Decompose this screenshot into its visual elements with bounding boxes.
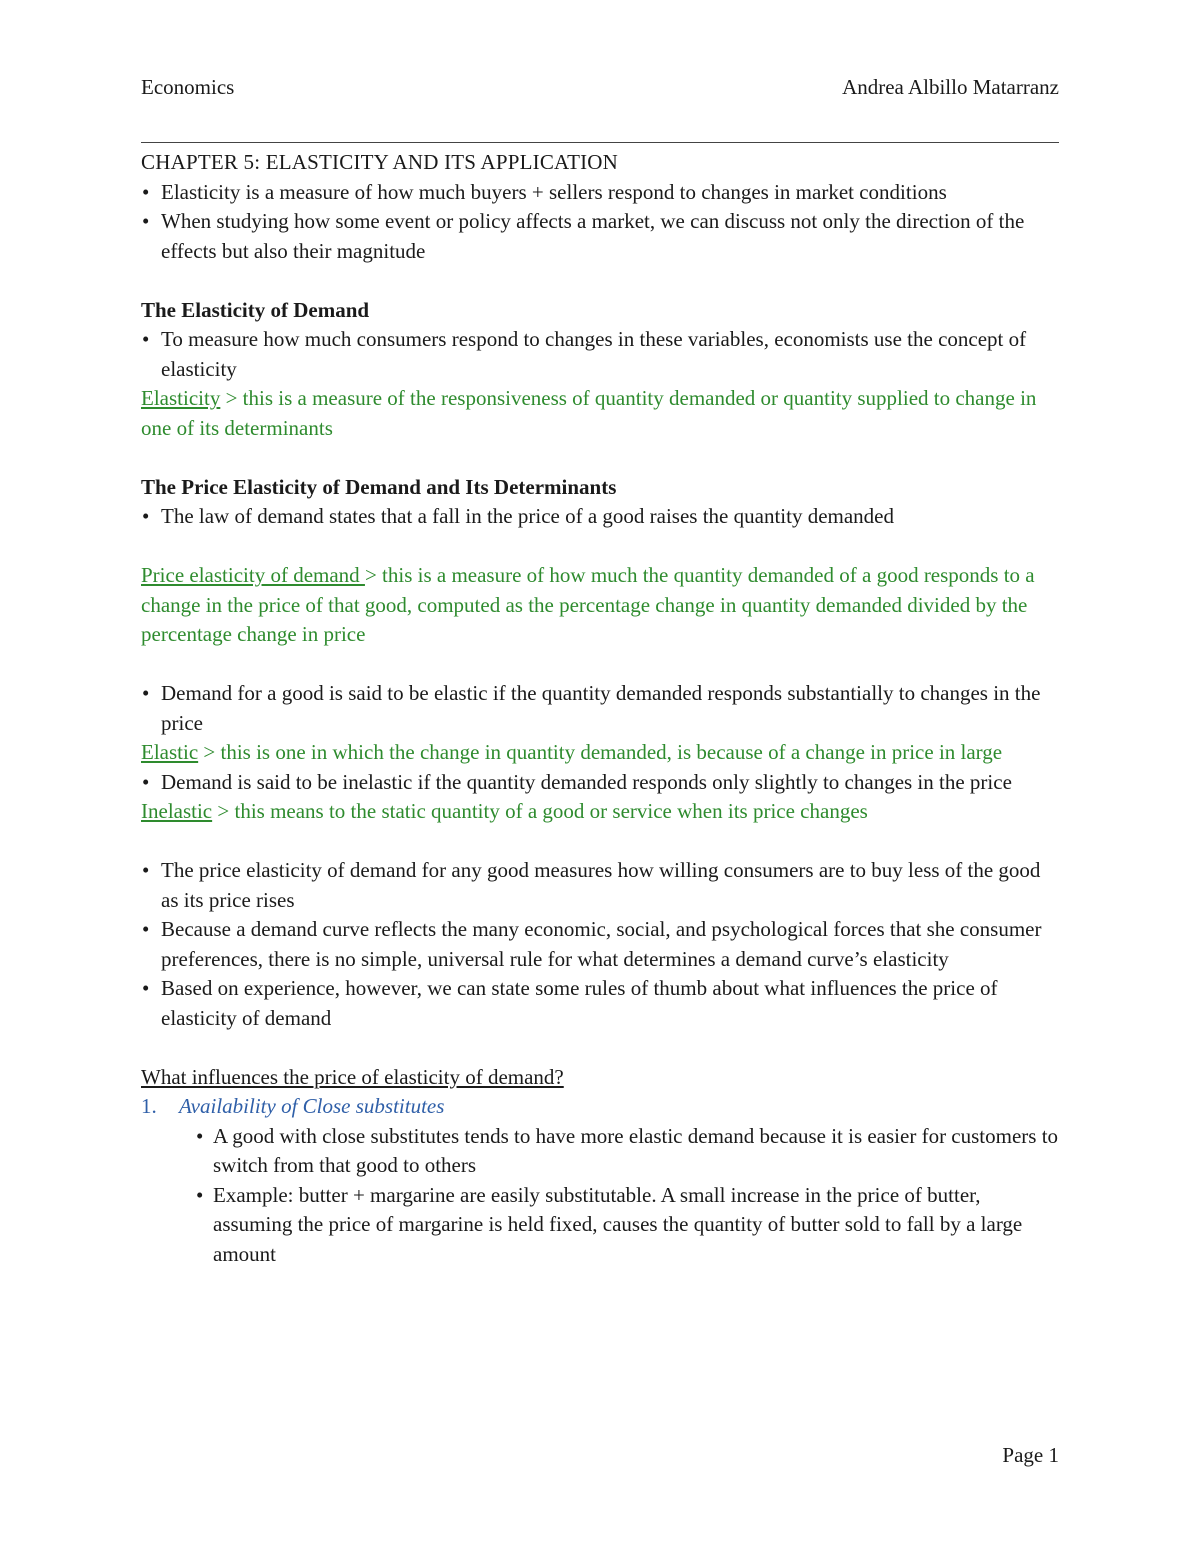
bullet-icon: •: [142, 769, 150, 794]
bullet-icon: •: [142, 327, 150, 351]
bullet-icon: •: [142, 209, 150, 233]
section-heading-elasticity-of-demand: The Elasticity of Demand: [141, 297, 370, 322]
elastic-bullet: • Demand for a good is said to be elastic if the quantity demanded responds substantially to changes in the price: [142, 681, 1041, 735]
sub-list-item: • A good with close substitutes tends to have more elastic demand because it is easier for customers to switch from that good to others: [196, 1123, 1059, 1177]
section1-bullet: • To measure how much consumers respond to changes in these variables, economists use the concept of elasticity: [142, 327, 1027, 381]
definition-inelastic: Inelastic > this means to the static quantity of a good or service when its price changes: [141, 799, 868, 823]
section2-bullet: • The law of demand states that a fall in the price of a good raises the quantity demanded: [141, 502, 1059, 532]
document-body: [141, 148, 1059, 1269]
sub-list-item: • Example: butter + margarine are easily substitutable. A small increase in the price of butter, assuming the price of margarine is held fixed, causes the quantity of butter sold to fall by a large amount: [196, 1182, 1023, 1266]
bullet-icon: •: [142, 681, 150, 705]
list-item: • Because a demand curve reflects the many economic, social, and psychological forces that she consumer preferences, there is no simple, universal rule for what determines a demand curve’s elasticity: [142, 917, 1042, 971]
list-item: • Based on experience, however, we can state some rules of thumb about what influences the price of elasticity of demand: [142, 976, 998, 1030]
definition-term: Elastic: [141, 740, 199, 764]
numbered-item-substitutes: [141, 1092, 1059, 1122]
definition-term: Elasticity: [141, 386, 221, 410]
inelastic-bullet: • Demand is said to be inelastic if the quantity demanded responds only slightly to changes in the price: [141, 768, 1059, 798]
bullet-icon: •: [142, 179, 150, 204]
item-title: Availability of Close substitutes: [179, 1094, 445, 1118]
definition-elastic: Elastic > this is one in which the change in quantity demanded, is because of a change in price in large: [141, 740, 1003, 764]
bullet-icon: •: [196, 1123, 204, 1148]
list-item: • The price elasticity of demand for any good measures how willing consumers are to buy less of the good as its price rises: [142, 858, 1041, 912]
bullet-icon: •: [142, 917, 150, 941]
definition-term: Price elasticity of demand: [141, 563, 365, 587]
header-author: Andrea Albillo Matarranz: [842, 75, 1059, 99]
bullet-icon: •: [142, 504, 150, 528]
header-divider: [141, 142, 1059, 143]
bullet-icon: •: [196, 1182, 204, 1207]
bullet-icon: •: [142, 858, 150, 882]
section-heading-price-elasticity: The Price Elasticity of Demand and Its Determinants: [141, 474, 617, 499]
bullet-icon: •: [142, 976, 150, 1000]
item-number: 1.: [141, 1094, 157, 1118]
intro-bullet: • When studying how some event or policy affects a market, we can discuss not only the direction of the effects but also their magnitude: [142, 209, 1025, 263]
intro-bullet: • Elasticity is a measure of how much buyers + sellers respond to changes in market conditions: [141, 178, 1059, 208]
influences-question: What influences the price of elasticity of demand?: [141, 1064, 564, 1089]
header-course: Economics: [141, 75, 235, 99]
chapter-title: CHAPTER 5: ELASTICITY AND ITS APPLICATION: [141, 150, 619, 174]
page-number: Page 1: [1002, 1443, 1059, 1467]
definition-price-elasticity: Price elasticity of demand > this is a measure of how much the quantity demanded of a good responds to a change in the price of that good, computed as the percentage change in quantity demanded divided by the percentage change in price: [141, 563, 1035, 646]
definition-term: Inelastic: [141, 799, 213, 823]
definition-elasticity: Elasticity > this is a measure of the responsiveness of quantity demanded or quantity supplied to change in one of its determinants: [141, 386, 1037, 440]
page-header: [141, 73, 1059, 101]
